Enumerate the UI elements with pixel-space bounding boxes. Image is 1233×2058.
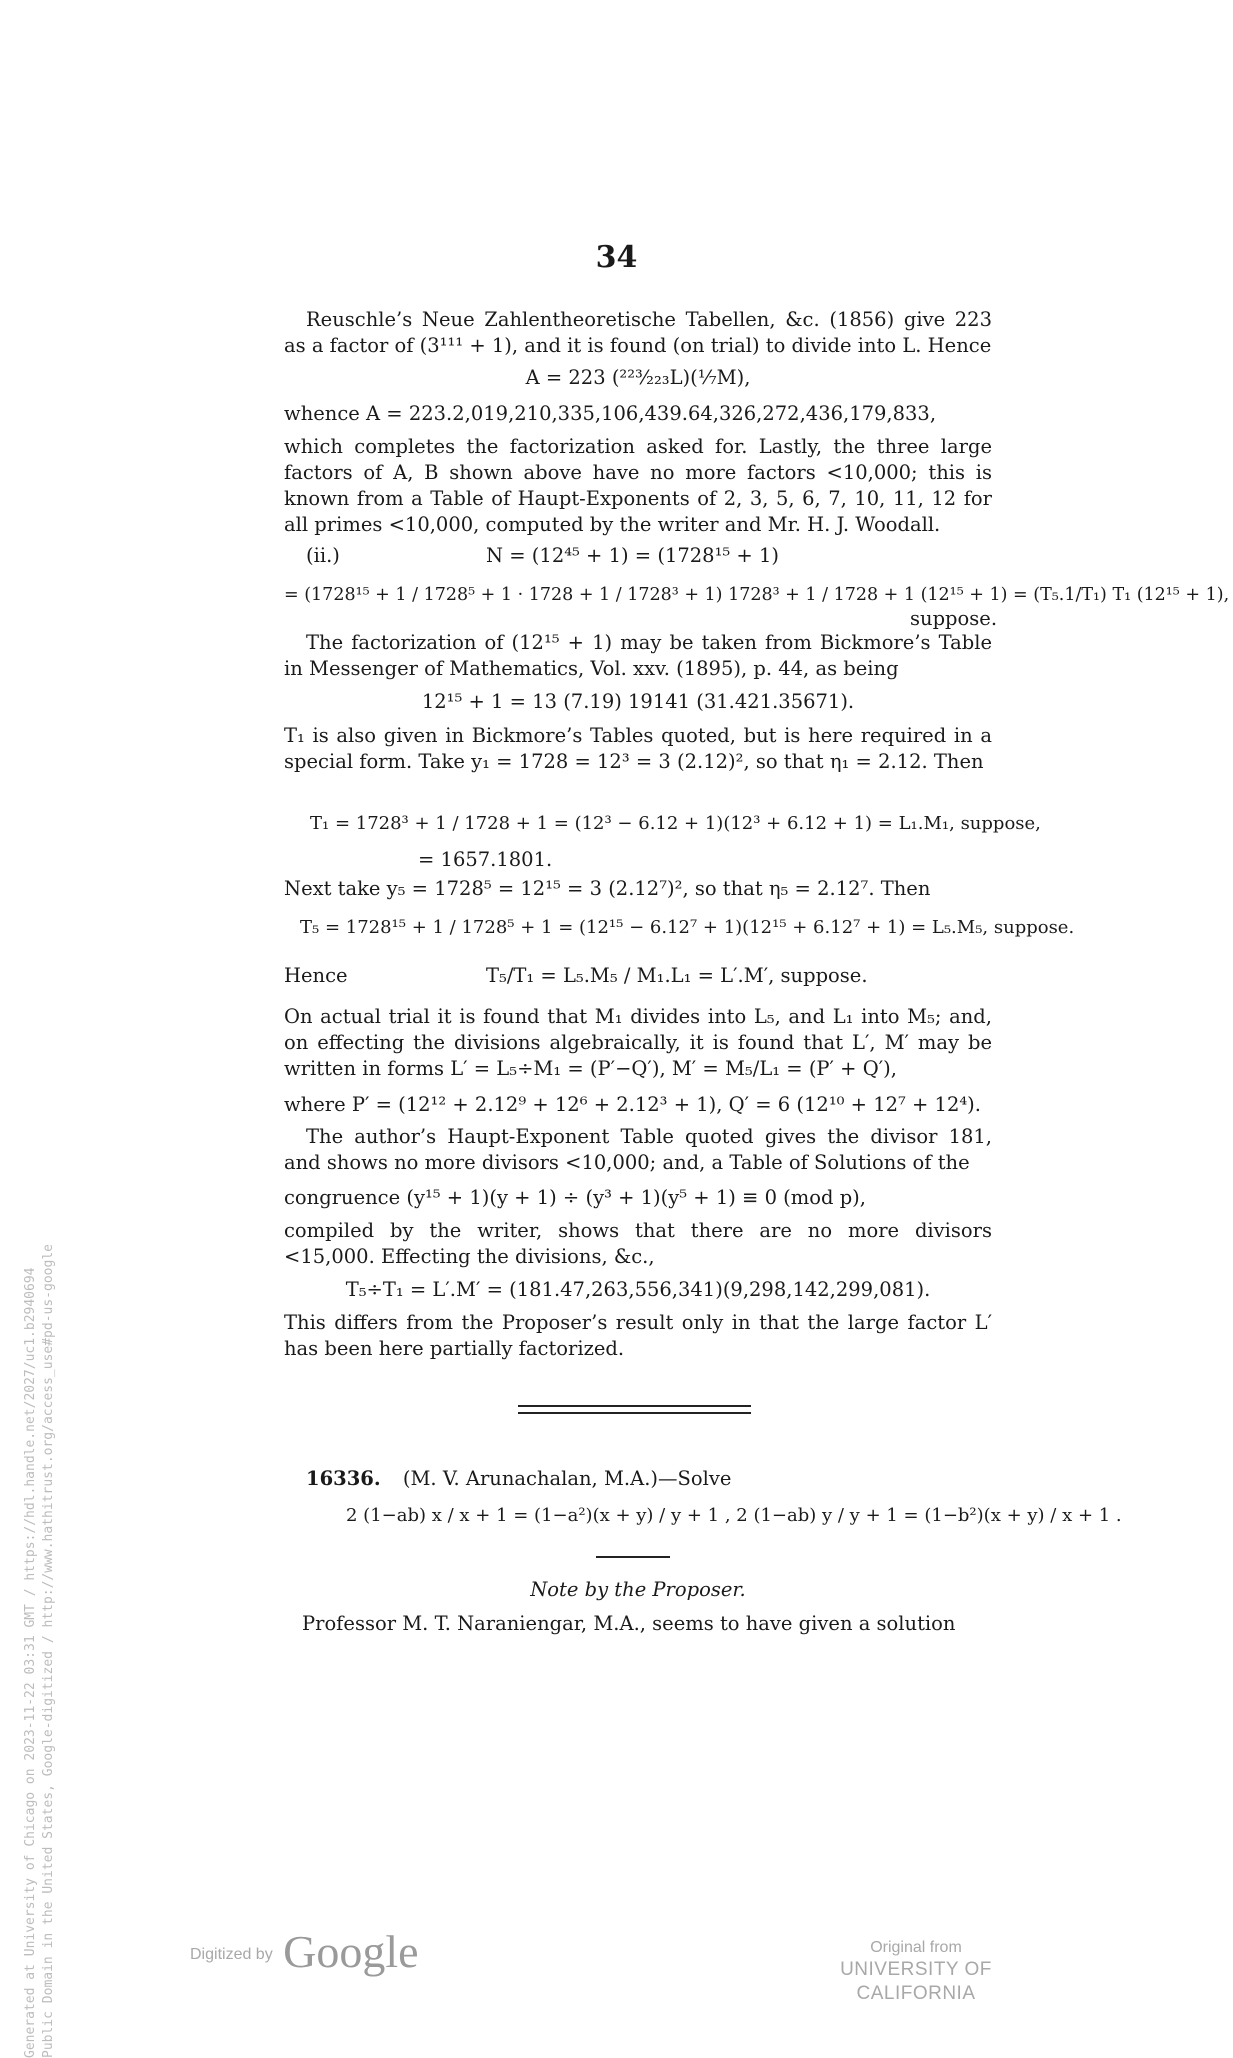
paragraph-text: Next take y₅ = 1728⁵ = 12¹⁵ = 3 (2.12⁷)², so that η₅ = 2.12⁷. Then [284, 877, 931, 900]
part-label: (ii.) [306, 544, 340, 567]
original-from [786, 1938, 1046, 2006]
paragraph-text: On actual trial it is found that M₁ divides into L₅, and L₁ into M₅; and, on effecting the divisions algebraically, it is found that L′, M′ may be written in forms L′ = L₅÷M₁ = (P′−Q′), M′ = M₅/L₁ = (P′ + Q′), [284, 1005, 992, 1080]
paragraph-text: Reuschle’s Neue Zahlentheoretische Tabellen, &c. (1856) give 223 as a factor of (3¹¹¹ + 1), and it is found (on trial) to divide into L. Hence [284, 308, 992, 357]
paragraph-text: The factorization of (12¹⁵ + 1) may be taken from Bickmore’s Table in Messenger of Mathematics, Vol. xxv. (1895), p. 44, as being [284, 631, 992, 680]
university-label: UNIVERSITY OF CALIFORNIA [840, 1959, 992, 2004]
side-watermark [22, 1098, 58, 2058]
equation-whence: whence A = 223.2,019,210,335,106,439.64,326,272,436,179,833, [284, 402, 937, 425]
factorization-paragraph [284, 630, 992, 682]
equation-t5: T₅ = 1728¹⁵ + 1 / 1728⁵ + 1 = (12¹⁵ − 6.12⁷ + 1)(12¹⁵ + 6.12⁷ + 1) = L₅.M₅, suppose. [300, 917, 1075, 938]
equation-n: N = (12⁴⁵ + 1) = (1728¹⁵ + 1) [486, 544, 779, 567]
suppose-label: suppose. [910, 607, 998, 630]
paragraph-text: The author’s Haupt-Exponent Table quoted gives the divisor 181, and shows no more divisors <10,000; and, a Table of Solutions of the [284, 1125, 992, 1174]
equation-12-15: 12¹⁵ + 1 = 13 (7.19) 19141 (31.421.35671). [421, 690, 855, 713]
equation-where: where P′ = (12¹² + 2.12⁹ + 12⁶ + 2.12³ + 1), Q′ = 6 (12¹⁰ + 12⁷ + 12⁴). [284, 1093, 981, 1116]
equation-final: T₅÷T₁ = L′.M′ = (181.47,263,556,341)(9,298,142,299,081). [345, 1278, 931, 1301]
actual-trial-paragraph [284, 1004, 992, 1082]
page-number: 34 [595, 240, 638, 275]
equation-congruence: congruence (y¹⁵ + 1)(y + 1) ÷ (y³ + 1)(y⁵ + 1) ≡ 0 (mod p), [284, 1186, 866, 1209]
problem-header [306, 1466, 731, 1492]
t1-paragraph [284, 723, 992, 775]
original-label: Original from [870, 1939, 962, 1956]
digitized-label: Digitized by [190, 1946, 273, 1963]
paragraph-text: T₁ is also given in Bickmore’s Tables quoted, but is here required in a special form. Take y₁ = 1728 = 12³ = 3 (2.12)², so that η₁ = 2.12. Then [284, 724, 992, 773]
equation-a: A = 223 (²²³⁄₂₂₃L)(⅐M), [525, 366, 751, 389]
problem-author: (M. V. Arunachalan, M.A.)—Solve [402, 1467, 732, 1490]
problem-equation: 2 (1−ab) x / x + 1 = (1−a²)(x + y) / y + 1 , 2 (1−ab) y / y + 1 = (1−b²)(x + y) / x + 1 . [346, 1505, 1122, 1526]
digitized-by-google [190, 1925, 419, 1978]
short-divider [596, 1556, 670, 1558]
hence-label: Hence [284, 964, 348, 987]
next-paragraph [284, 876, 992, 902]
equation-hence: T₅/T₁ = L₅.M₅ / M₁.L₁ = L′.M′, suppose. [486, 964, 868, 987]
note-title: Note by the Proposer. [530, 1578, 746, 1601]
problem-number: 16336. [306, 1467, 381, 1490]
paragraph-text: which completes the factorization asked for. Lastly, the three large factors of A, B shown above have no more factors <10,000; this is known from a Table of Haupt-Exponents of 2, 3, 5, 6, 7, 10, 11, 12 for all primes <10,000, computed by the writer and Mr. H. J. Woodall. [284, 435, 992, 536]
equation-t1: T₁ = 1728³ + 1 / 1728 + 1 = (12³ − 6.12 + 1)(12³ + 6.12 + 1) = L₁.M₁, suppose, [310, 813, 1041, 834]
compiled-paragraph [284, 1218, 992, 1270]
reuschle-paragraph [284, 307, 992, 359]
author-table-paragraph [284, 1124, 992, 1176]
google-logo: Google [283, 1926, 419, 1977]
watermark-line-2: Public Domain in the United States, Google-digitized / http://www.hathitrust.org/access_use#pd-us-google [41, 1244, 56, 2058]
paragraph-text: compiled by the writer, shows that there are no more divisors <15,000. Effecting the divisions, &c., [284, 1219, 992, 1268]
completes-paragraph [284, 434, 992, 538]
paragraph-text: This differs from the Proposer’s result only in that the large factor L′ has been here partially factorized. [284, 1311, 992, 1360]
section-divider [518, 1405, 751, 1414]
equation-long: = (1728¹⁵ + 1 / 1728⁵ + 1 · 1728 + 1 / 1728³ + 1) 1728³ + 1 / 1728 + 1 (12¹⁵ + 1) = (T₅.1/T₁) T₁ (12¹⁵ + 1), [284, 585, 1230, 605]
equation-t1-value: = 1657.1801. [418, 848, 553, 871]
note-text: Professor M. T. Naraniengar, M.A., seems to have given a solution [302, 1612, 956, 1635]
differs-paragraph [284, 1310, 992, 1362]
watermark-line-1: Generated at University of Chicago on 2023-11-22 03:31 GMT / https://hdl.handle.net/2027/uc1.b2940694 [23, 1267, 38, 2058]
